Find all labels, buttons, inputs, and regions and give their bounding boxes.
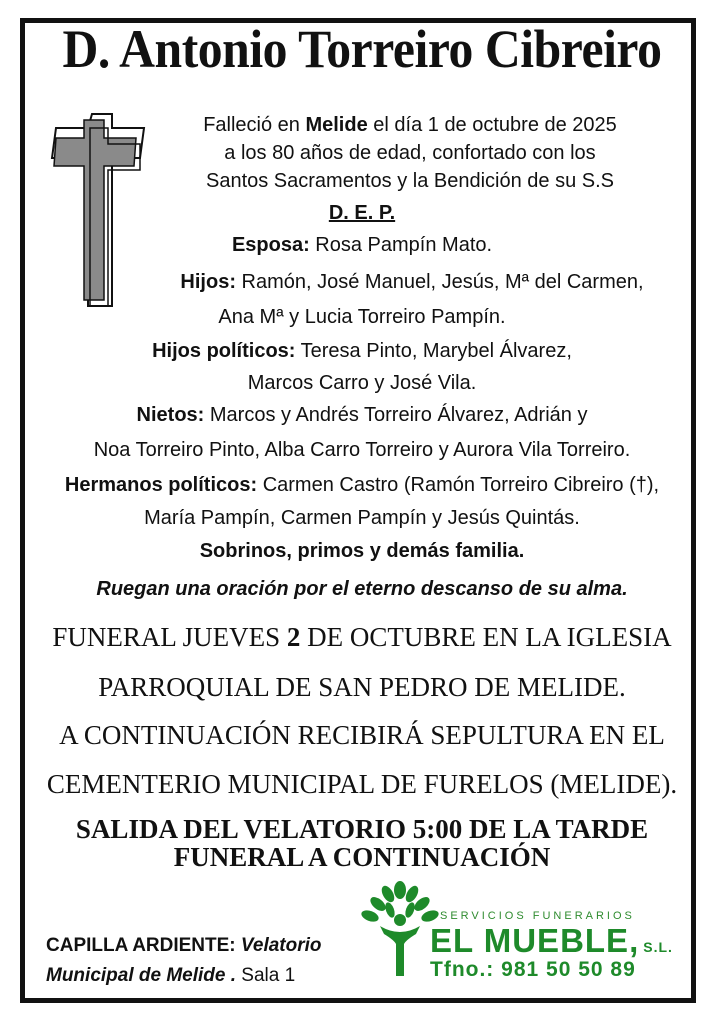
logo-phone: Tfno.: 981 50 50 89 — [430, 958, 636, 981]
funeral-line-1: FUNERAL JUEVES 2 DE OCTUBRE EN LA IGLESIA — [52, 622, 672, 652]
hijos-politicos-line-2: Marcos Carro y José Vila. — [247, 372, 477, 394]
deceased-name: D. Antonio Torreiro Cibreiro — [62, 19, 662, 79]
hermanos-line-2: María Pampín, Carmen Pampín y Jesús Quintás. — [144, 507, 580, 529]
prayer-line: Ruegan una oración por el eterno descanso de su alma. — [96, 578, 628, 600]
funeral-line-2: PARROQUIAL DE SAN PEDRO DE MELIDE. — [98, 672, 626, 702]
logo-services-text: SERVICIOS FUNERARIOS — [440, 910, 635, 922]
intro-line-1: Falleció en Melide el día 1 de octubre de 2025 — [203, 114, 617, 136]
funeral-line-3: A CONTINUACIÓN RECIBIRÁ SEPULTURA EN EL — [59, 720, 665, 750]
funeral-line-4: CEMENTERIO MUNICIPAL DE FURELOS (MELIDE). — [46, 769, 678, 799]
hermanos-line-1: Hermanos políticos: Carmen Castro (Ramón Torreiro Cibreiro (†), — [64, 474, 660, 496]
nietos-line-1: Nietos: Marcos y Andrés Torreiro Álvarez, Adrián y — [136, 404, 588, 426]
chapel-line-1: CAPILLA ARDIENTE: Velatorio — [46, 935, 322, 956]
hijos-line-1: Hijos: Ramón, José Manuel, Jesús, Mª del Carmen, — [180, 271, 644, 293]
logo-name: EL MUEBLE, S.L. — [430, 922, 673, 959]
nietos-line-2: Noa Torreiro Pinto, Alba Carro Torreiro y Aurora Vila Torreiro. — [93, 439, 631, 461]
esposa-line: Esposa: Rosa Pampín Mato. — [231, 234, 493, 256]
chapel-line-2: Municipal de Melide . Sala 1 — [46, 965, 296, 986]
sobrinos-line: Sobrinos, primos y demás familia. — [199, 540, 525, 562]
hijos-politicos-line-1: Hijos políticos: Teresa Pinto, Marybel Álvarez, — [152, 340, 572, 362]
hijos-line-2: Ana Mª y Lucia Torreiro Pampín. — [218, 306, 506, 328]
intro-line-3: Santos Sacramentos y la Bendición de su S.S — [205, 170, 614, 192]
dep-label: D. E. P. — [328, 202, 396, 224]
intro-line-2: a los 80 años de edad, confortado con los — [224, 142, 596, 164]
funeral-line-6: FUNERAL A CONTINUACIÓN — [173, 842, 551, 872]
funeral-line-5: SALIDA DEL VELATORIO 5:00 DE LA TARDE — [75, 814, 649, 844]
